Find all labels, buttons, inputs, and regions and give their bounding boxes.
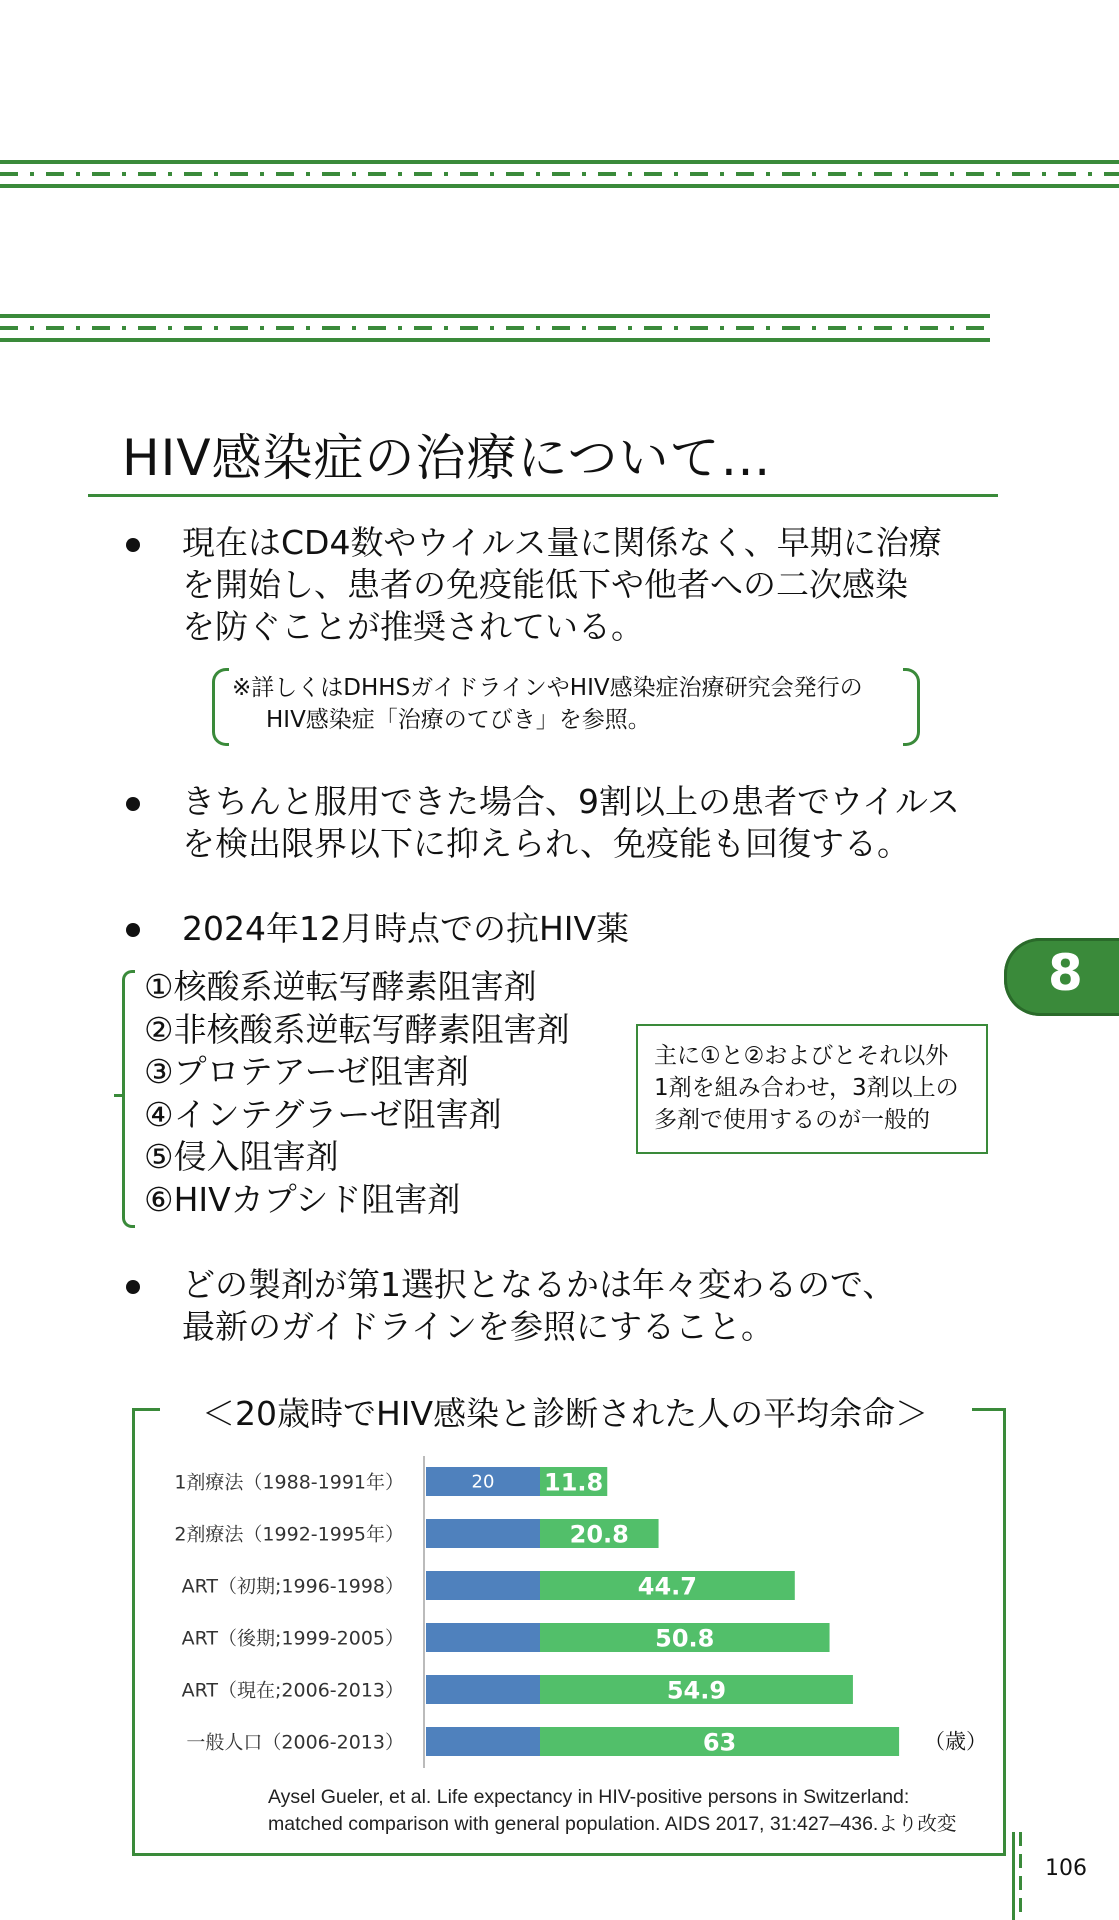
chart-title: ＜20歳時でHIV感染と診断された人の平均余命＞: [196, 1388, 934, 1435]
category-label: ART（後期;1999-2005）: [181, 1627, 404, 1650]
drug-class-item: ③プロテアーゼ阻害剤: [144, 1052, 469, 1092]
page-title: HIV感染症の治療について…: [122, 429, 772, 487]
category-label: 1剤療法（1988-1991年）: [174, 1471, 404, 1494]
treatment-paragraph: [182, 522, 942, 648]
page-number: 106: [1045, 1856, 1087, 1881]
text-line: きちんと服用できた場合、9割以上の患者でウイルス: [182, 782, 961, 821]
note-line: HIV感染症「治療のてびき」を参照。: [266, 707, 651, 733]
category-label: ART（現在;2006-2013）: [181, 1679, 404, 1702]
drugs-heading: 2024年12月時点での抗HIV薬: [182, 909, 630, 948]
drug-class-item: ④インテグラーゼ阻害剤: [144, 1094, 502, 1134]
title-underline: [88, 494, 998, 497]
combination-line: 多剤で使用するのが一般的: [654, 1107, 930, 1133]
drug-class-item: ⑤侵入阻害剤: [144, 1137, 339, 1177]
text-line: 最新のガイドラインを参照にすること。: [182, 1307, 775, 1346]
combination-line: 1剤を組み合わせ，3剤以上の: [654, 1075, 959, 1101]
text-line: 現在はCD4数やウイルス量に関係なく、早期に治療: [182, 523, 942, 562]
life-expectancy-chart: [0, 1440, 1119, 1770]
value-label: 50.8: [655, 1624, 715, 1653]
note-bracket-right: [903, 668, 920, 746]
bullet-icon: [126, 538, 140, 552]
drug-list-brace: [122, 970, 135, 1228]
drug-class-item: ⑥HIVカプシド阻害剤: [144, 1179, 461, 1219]
drug-class-list: [144, 966, 570, 1222]
category-label: ART（初期;1996-1998）: [181, 1575, 404, 1598]
citation: [268, 1784, 956, 1838]
value-label: 20.8: [569, 1520, 629, 1549]
category-label: 一般人口（2006-2013）: [186, 1731, 404, 1754]
bullet-icon: [126, 1280, 140, 1294]
value-label: 63: [702, 1728, 737, 1757]
note-bracket-left: [212, 668, 229, 746]
combination-note-box: [636, 1024, 988, 1154]
base-age-bar: [426, 1727, 540, 1756]
base-age-bar: [426, 1675, 540, 1704]
base-age-bar: [426, 1623, 540, 1652]
bullet-icon: [126, 797, 140, 811]
page-rail-decoration: [1012, 1832, 1022, 1920]
text-line: を検出限界以下に抑えられ、免疫能も回復する。: [182, 824, 910, 863]
citation-line: matched comparison with general population. AIDS 2017, 31:427–436.より改変: [268, 1813, 957, 1835]
top-rail-decoration: [0, 160, 1119, 192]
drug-class-item: ②非核酸系逆転写酵素阻害剤: [144, 1009, 570, 1049]
value-label: 11.8: [544, 1468, 604, 1497]
note-line: ※詳しくはDHHSガイドラインやHIV感染症治療研究会発行の: [232, 675, 863, 701]
drug-list-brace-notch: [114, 1094, 124, 1097]
base-age-label: 20: [471, 1471, 495, 1493]
second-rail-decoration: [0, 314, 990, 346]
value-label: 54.9: [666, 1676, 727, 1705]
value-label: 44.7: [637, 1572, 698, 1601]
text-line: を開始し、患者の免疫能低下や他者への二次感染: [182, 565, 908, 604]
text-line: を防ぐことが推奨されている。: [182, 607, 644, 646]
reference-note: [212, 668, 920, 740]
guideline-paragraph: [182, 1264, 895, 1348]
base-age-bar: [426, 1571, 540, 1600]
base-age-bar: [426, 1519, 540, 1548]
chapter-tab: [1004, 938, 1119, 1016]
bullet-icon: [126, 923, 140, 937]
chapter-number: 8: [1048, 944, 1083, 1002]
combination-line: 主に①と②およびとそれ以外: [654, 1043, 949, 1069]
drug-class-item: ①核酸系逆転写酵素阻害剤: [144, 967, 537, 1006]
text-line: どの製剤が第1選択となるかは年々変わるので、: [182, 1265, 896, 1304]
citation-line: Aysel Gueler, et al. Life expectancy in HIV-positive persons in Switzerland:: [268, 1786, 910, 1808]
efficacy-paragraph: [182, 781, 960, 865]
category-label: 2剤療法（1992-1995年）: [174, 1523, 404, 1546]
unit-label: （歳）: [924, 1729, 987, 1754]
